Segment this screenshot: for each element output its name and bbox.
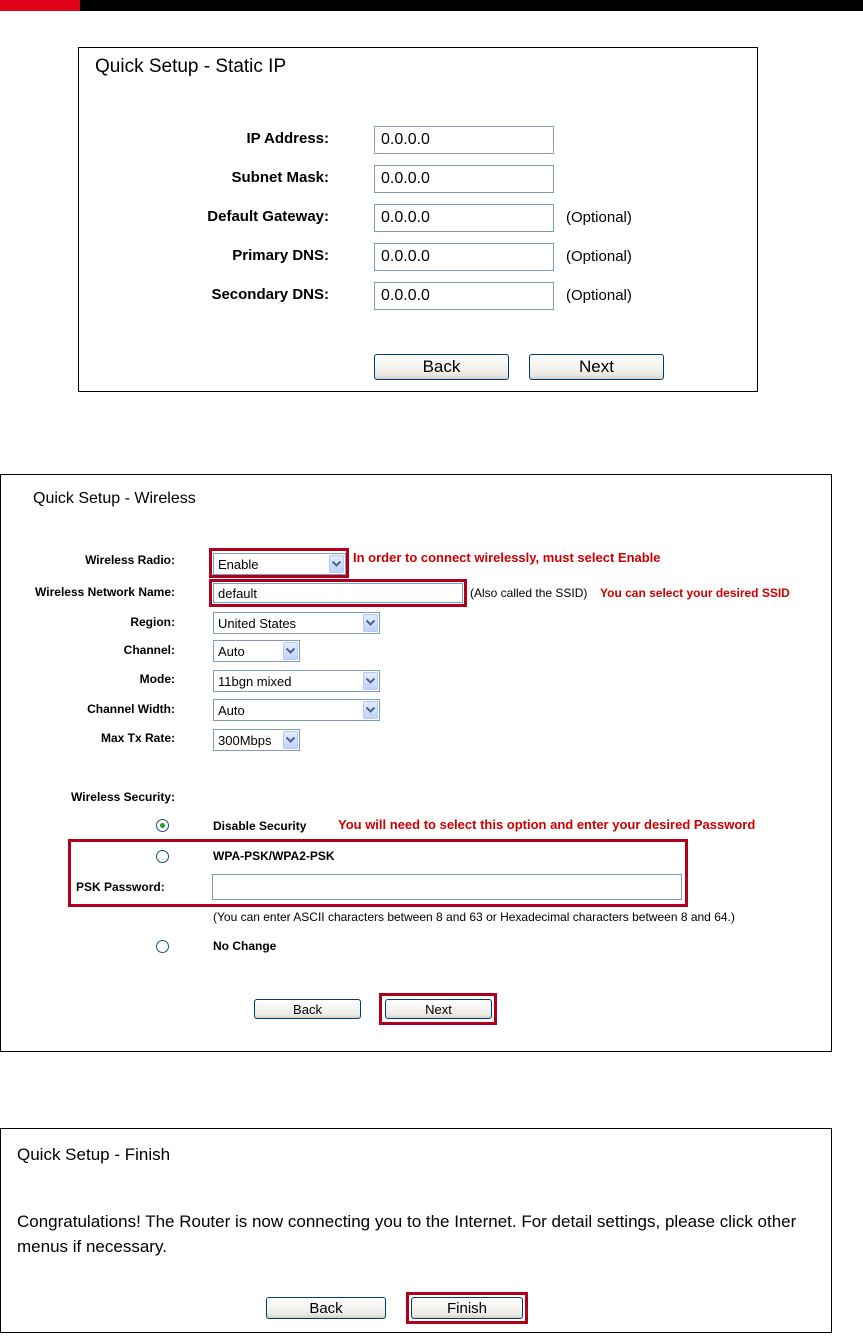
mode-label: Mode: bbox=[139, 672, 175, 686]
wireless-title: Quick Setup - Wireless bbox=[33, 490, 196, 507]
ip-address-label: IP Address: bbox=[246, 130, 329, 147]
finish-message: Congratulations! The Router is now connecting you to the Internet. For detail settings, please click other menus if necessary. bbox=[17, 1212, 797, 1256]
region-value: United States bbox=[218, 615, 297, 631]
max-tx-rate-select[interactable] bbox=[213, 729, 300, 751]
subnet-mask-label: Subnet Mask: bbox=[231, 169, 329, 186]
secondary-dns-label: Secondary DNS: bbox=[211, 286, 329, 303]
psk-password-input[interactable] bbox=[212, 874, 682, 900]
subnet-mask-input[interactable]: 0.0.0.0 bbox=[374, 165, 554, 193]
psk-password-hint: (You can enter ASCII characters between 8 and 63 or Hexadecimal characters between 8 and 64.) bbox=[213, 910, 735, 924]
psk-password-label: PSK Password: bbox=[76, 880, 165, 894]
ssid-input[interactable]: default bbox=[213, 583, 463, 603]
wireless-back-button[interactable]: Back bbox=[254, 999, 361, 1019]
chevron-down-icon bbox=[329, 555, 344, 573]
chevron-down-icon bbox=[363, 701, 378, 719]
wireless-security-label: Wireless Security: bbox=[71, 790, 175, 804]
finish-panel bbox=[0, 1128, 832, 1333]
channel-width-value: Auto bbox=[218, 702, 245, 718]
channel-label: Channel: bbox=[123, 643, 175, 657]
max-tx-rate-value: 300Mbps bbox=[218, 732, 272, 748]
wireless-radio-select[interactable] bbox=[213, 553, 346, 575]
disable-security-radio[interactable] bbox=[156, 819, 169, 832]
mode-select[interactable] bbox=[213, 670, 380, 692]
chevron-down-icon bbox=[363, 672, 378, 690]
wpa-psk-radio[interactable] bbox=[156, 850, 169, 863]
wireless-radio-label: Wireless Radio: bbox=[85, 553, 175, 567]
static-ip-panel bbox=[78, 47, 758, 392]
no-change-radio[interactable] bbox=[156, 940, 169, 953]
region-select[interactable] bbox=[213, 612, 380, 634]
security-note: You will need to select this option and enter your desired Password bbox=[338, 817, 756, 832]
ip-address-input[interactable]: 0.0.0.0 bbox=[374, 126, 554, 154]
secondary-dns-optional: (Optional) bbox=[566, 287, 632, 304]
chevron-down-icon bbox=[363, 614, 378, 632]
chevron-down-icon bbox=[283, 731, 298, 749]
secondary-dns-input[interactable]: 0.0.0.0 bbox=[374, 282, 554, 310]
ssid-label: Wireless Network Name: bbox=[35, 585, 175, 599]
channel-width-select[interactable] bbox=[213, 699, 380, 721]
disable-security-label: Disable Security bbox=[213, 819, 307, 833]
wireless-radio-value: Enable bbox=[218, 556, 259, 572]
header-accent bbox=[0, 0, 80, 11]
no-change-label: No Change bbox=[213, 939, 277, 953]
channel-value: Auto bbox=[218, 643, 245, 659]
static-ip-next-button[interactable]: Next bbox=[529, 354, 664, 380]
max-tx-rate-label: Max Tx Rate: bbox=[100, 731, 175, 745]
default-gateway-optional: (Optional) bbox=[566, 209, 632, 226]
default-gateway-input[interactable]: 0.0.0.0 bbox=[374, 204, 554, 232]
static-ip-title: Quick Setup - Static IP bbox=[95, 56, 287, 77]
primary-dns-optional: (Optional) bbox=[566, 248, 632, 265]
mode-value: 11bgn mixed bbox=[218, 673, 292, 689]
radio-selected-dot bbox=[160, 823, 165, 828]
region-label: Region: bbox=[130, 615, 175, 629]
channel-width-label: Channel Width: bbox=[87, 702, 175, 716]
static-ip-back-button[interactable]: Back bbox=[374, 354, 509, 380]
header-bar bbox=[0, 0, 863, 11]
ssid-note: You can select your desired SSID bbox=[600, 586, 790, 600]
finish-title: Quick Setup - Finish bbox=[17, 1145, 171, 1164]
finish-back-button[interactable]: Back bbox=[266, 1297, 386, 1319]
primary-dns-input[interactable]: 0.0.0.0 bbox=[374, 243, 554, 271]
ssid-hint: (Also called the SSID) bbox=[470, 586, 588, 600]
wireless-panel bbox=[0, 474, 832, 1052]
chevron-down-icon bbox=[283, 642, 298, 660]
default-gateway-label: Default Gateway: bbox=[207, 208, 329, 225]
wireless-next-button[interactable]: Next bbox=[385, 999, 492, 1019]
wpa-psk-label: WPA-PSK/WPA2-PSK bbox=[213, 849, 335, 863]
channel-select[interactable] bbox=[213, 640, 300, 662]
primary-dns-label: Primary DNS: bbox=[232, 247, 329, 264]
wireless-radio-note: In order to connect wirelessly, must select Enable bbox=[353, 550, 661, 565]
finish-button[interactable]: Finish bbox=[411, 1297, 523, 1319]
